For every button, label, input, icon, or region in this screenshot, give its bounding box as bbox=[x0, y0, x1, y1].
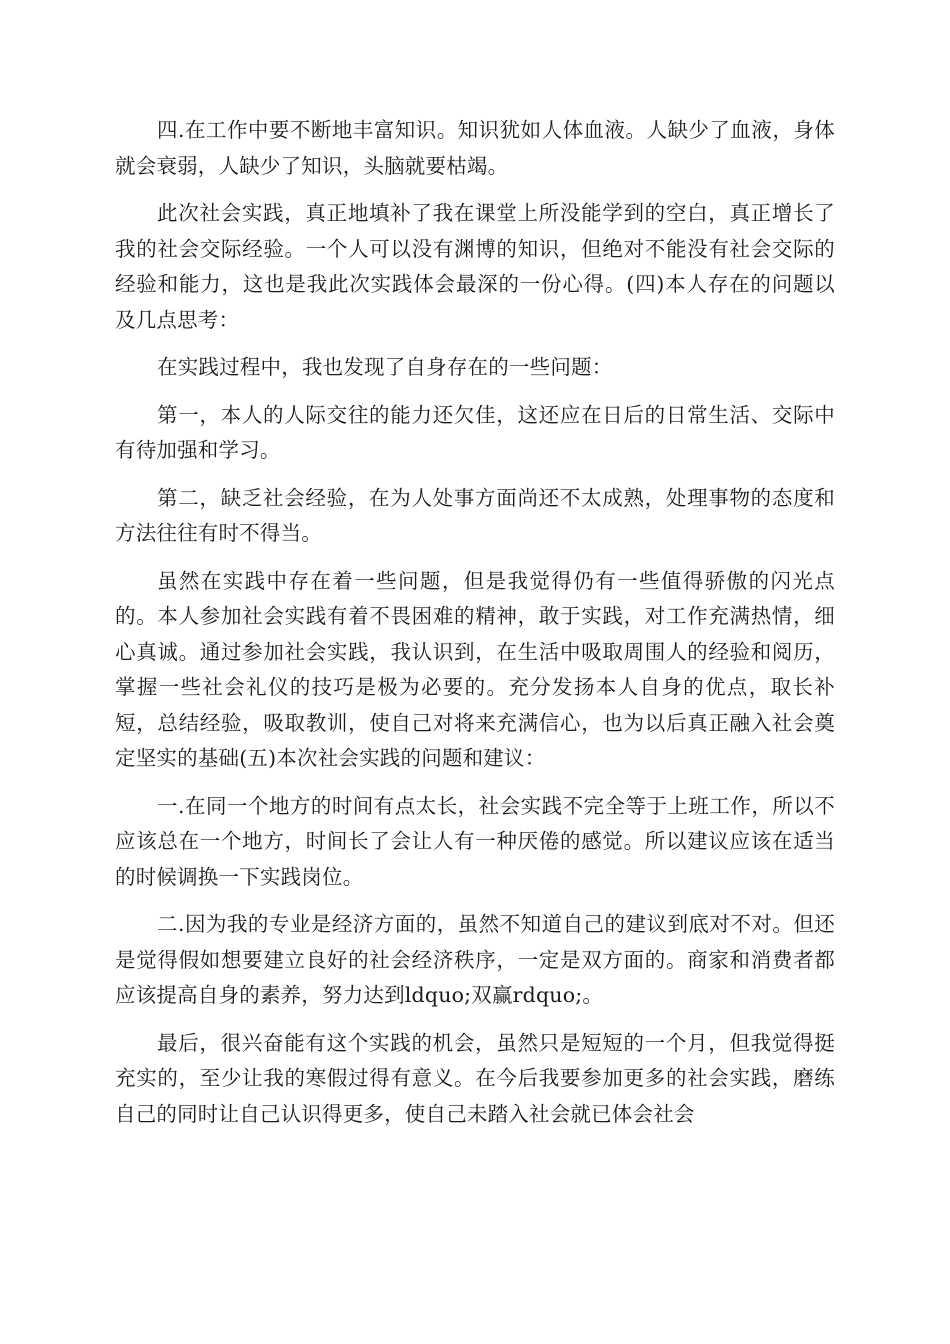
paragraph-problems-intro: 在实践过程中，我也发现了自身存在的一些问题： bbox=[157, 355, 613, 379]
paragraph-first-problem: 第一，本人的人际交往的能力还欠佳，这还应在日后的日常生活、交际中有待加强和学习。 bbox=[115, 402, 835, 462]
document-body bbox=[115, 113, 835, 1144]
paragraph-highlights: 虽然在实践中存在着一些问题，但是我觉得仍有一些值得骄傲的闪光点的。本人参加社会实践有着不畏困难的精神，敢于实践，对工作充满热情，细心真诚。通过参加社会实践，我认识到，在生活中吸取周围人的经验和阅历，掌握一些社会礼仪的技巧是极为必要的。充分发扬本人自身的优点，取长补短，总结经验，吸取教训，使自己对将来充满信心，也为以后真正融入社会奠定坚实的基础(五)本次社会实践的问题和建议： bbox=[115, 568, 835, 770]
paragraph-knowledge: 四.在工作中要不断地丰富知识。知识犹如人体血液。人缺少了血液，身体就会衰弱，人缺少了知识，头脑就要枯竭。 bbox=[115, 118, 835, 178]
paragraph-suggestion-two: 二.因为我的专业是经济方面的，虽然不知道自己的建议到底对不对。但还是觉得假如想要建立良好的社会经济秩序，一定是双方面的。商家和消费者都应该提高自身的素养，努力达到ldquo;双赢rdquo;。 bbox=[115, 912, 835, 1007]
paragraph-conclusion: 最后，很兴奋能有这个实践的机会，虽然只是短短的一个月，但我觉得挺充实的，至少让我的寒假过得有意义。在今后我要参加更多的社会实践，磨练自己的同时让自己认识得更多，使自己未踏入社会就已体会社会 bbox=[115, 1030, 835, 1126]
paragraph-suggestion-one: 一.在同一个地方的时间有点太长，社会实践不完全等于上班工作，所以不应该总在一个地方，时间长了会让人有一种厌倦的感觉。所以建议应该在适当的时候调换一下实践岗位。 bbox=[115, 793, 835, 889]
paragraph-second-problem: 第二，缺乏社会经验，在为人处事方面尚还不太成熟，处理事物的态度和方法往往有时不得当。 bbox=[115, 485, 835, 545]
paragraph-social-practice: 此次社会实践，真正地填补了我在课堂上所没能学到的空白，真正增长了我的社会交际经验。一个人可以没有渊博的知识，但绝对不能没有社会交际的经验和能力，这也是我此次实践体会最深的一份心得。(四)本人存在的问题以及几点思考： bbox=[115, 201, 835, 332]
